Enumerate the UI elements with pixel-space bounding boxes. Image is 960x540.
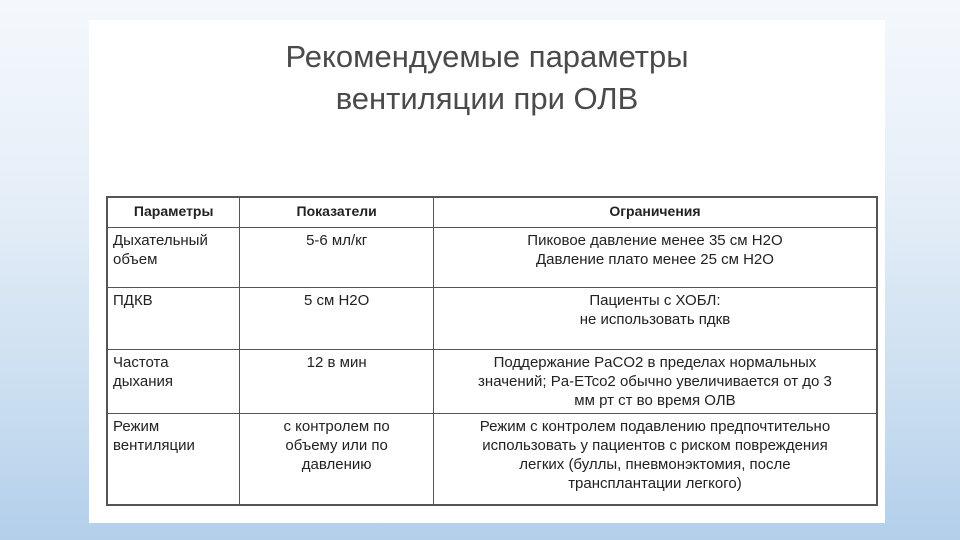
table-row <box>107 414 877 506</box>
value-cell <box>240 350 434 414</box>
value-text: 5 см Н2О <box>303 292 370 309</box>
limit-text: мм рт ст во время ОЛВ <box>574 392 736 409</box>
slide-title <box>89 36 885 120</box>
param-text: Дыхательный <box>113 232 208 249</box>
param-text: дыхания <box>113 373 173 390</box>
value-text: объему или по <box>285 437 388 454</box>
header-limitations: Ограничения <box>433 197 877 228</box>
slide-title-line-1: Рекомендуемые параметры <box>285 39 689 74</box>
ventilation-parameters-table <box>106 196 878 506</box>
param-cell <box>107 350 240 414</box>
limit-text: использовать у пациентов с риском повреждения <box>482 437 828 454</box>
limit-text: значений; Pa-ETco2 обычно увеличивается от до 3 <box>478 373 832 390</box>
limit-text: Поддержание PaCO2 в пределах нормальных <box>493 354 817 371</box>
limit-text: не использовать пдкв <box>579 311 731 328</box>
limit-cell <box>433 414 877 506</box>
table-header-row <box>107 197 877 228</box>
param-cell <box>107 288 240 350</box>
slide-title-line-2: вентиляции при ОЛВ <box>335 81 639 116</box>
table-row <box>107 350 877 414</box>
param-text: вентиляции <box>113 437 195 454</box>
limit-text: Режим с контролем подавлению предпочтительно <box>479 418 831 435</box>
value-text: 12 в мин <box>306 354 367 371</box>
slide <box>89 20 885 523</box>
param-text: ПДКВ <box>113 292 153 309</box>
limit-text: Пациенты с ХОБЛ: <box>589 292 721 309</box>
limit-cell <box>433 350 877 414</box>
limit-text: легких (буллы, пневмонэктомия, после <box>519 456 791 473</box>
limit-cell <box>433 288 877 350</box>
header-parameters: Параметры <box>107 197 240 228</box>
value-text: с контролем по <box>283 418 390 435</box>
value-cell <box>240 228 434 288</box>
value-text: давлению <box>301 456 372 473</box>
param-text: объем <box>113 251 158 268</box>
param-cell <box>107 228 240 288</box>
limit-text: Давление плато менее 25 см Н2О <box>535 251 774 268</box>
param-cell <box>107 414 240 506</box>
table-row <box>107 288 877 350</box>
limit-text: трансплантации легкого) <box>568 475 742 492</box>
param-text: Частота <box>113 354 169 371</box>
value-text: 5-6 мл/кг <box>306 232 368 249</box>
limit-text: Пиковое давление менее 35 см Н2О <box>527 232 783 249</box>
value-cell <box>240 288 434 350</box>
header-values: Показатели <box>240 197 434 228</box>
param-text: Режим <box>113 418 160 435</box>
value-cell <box>240 414 434 506</box>
table-row <box>107 228 877 288</box>
limit-cell <box>433 228 877 288</box>
